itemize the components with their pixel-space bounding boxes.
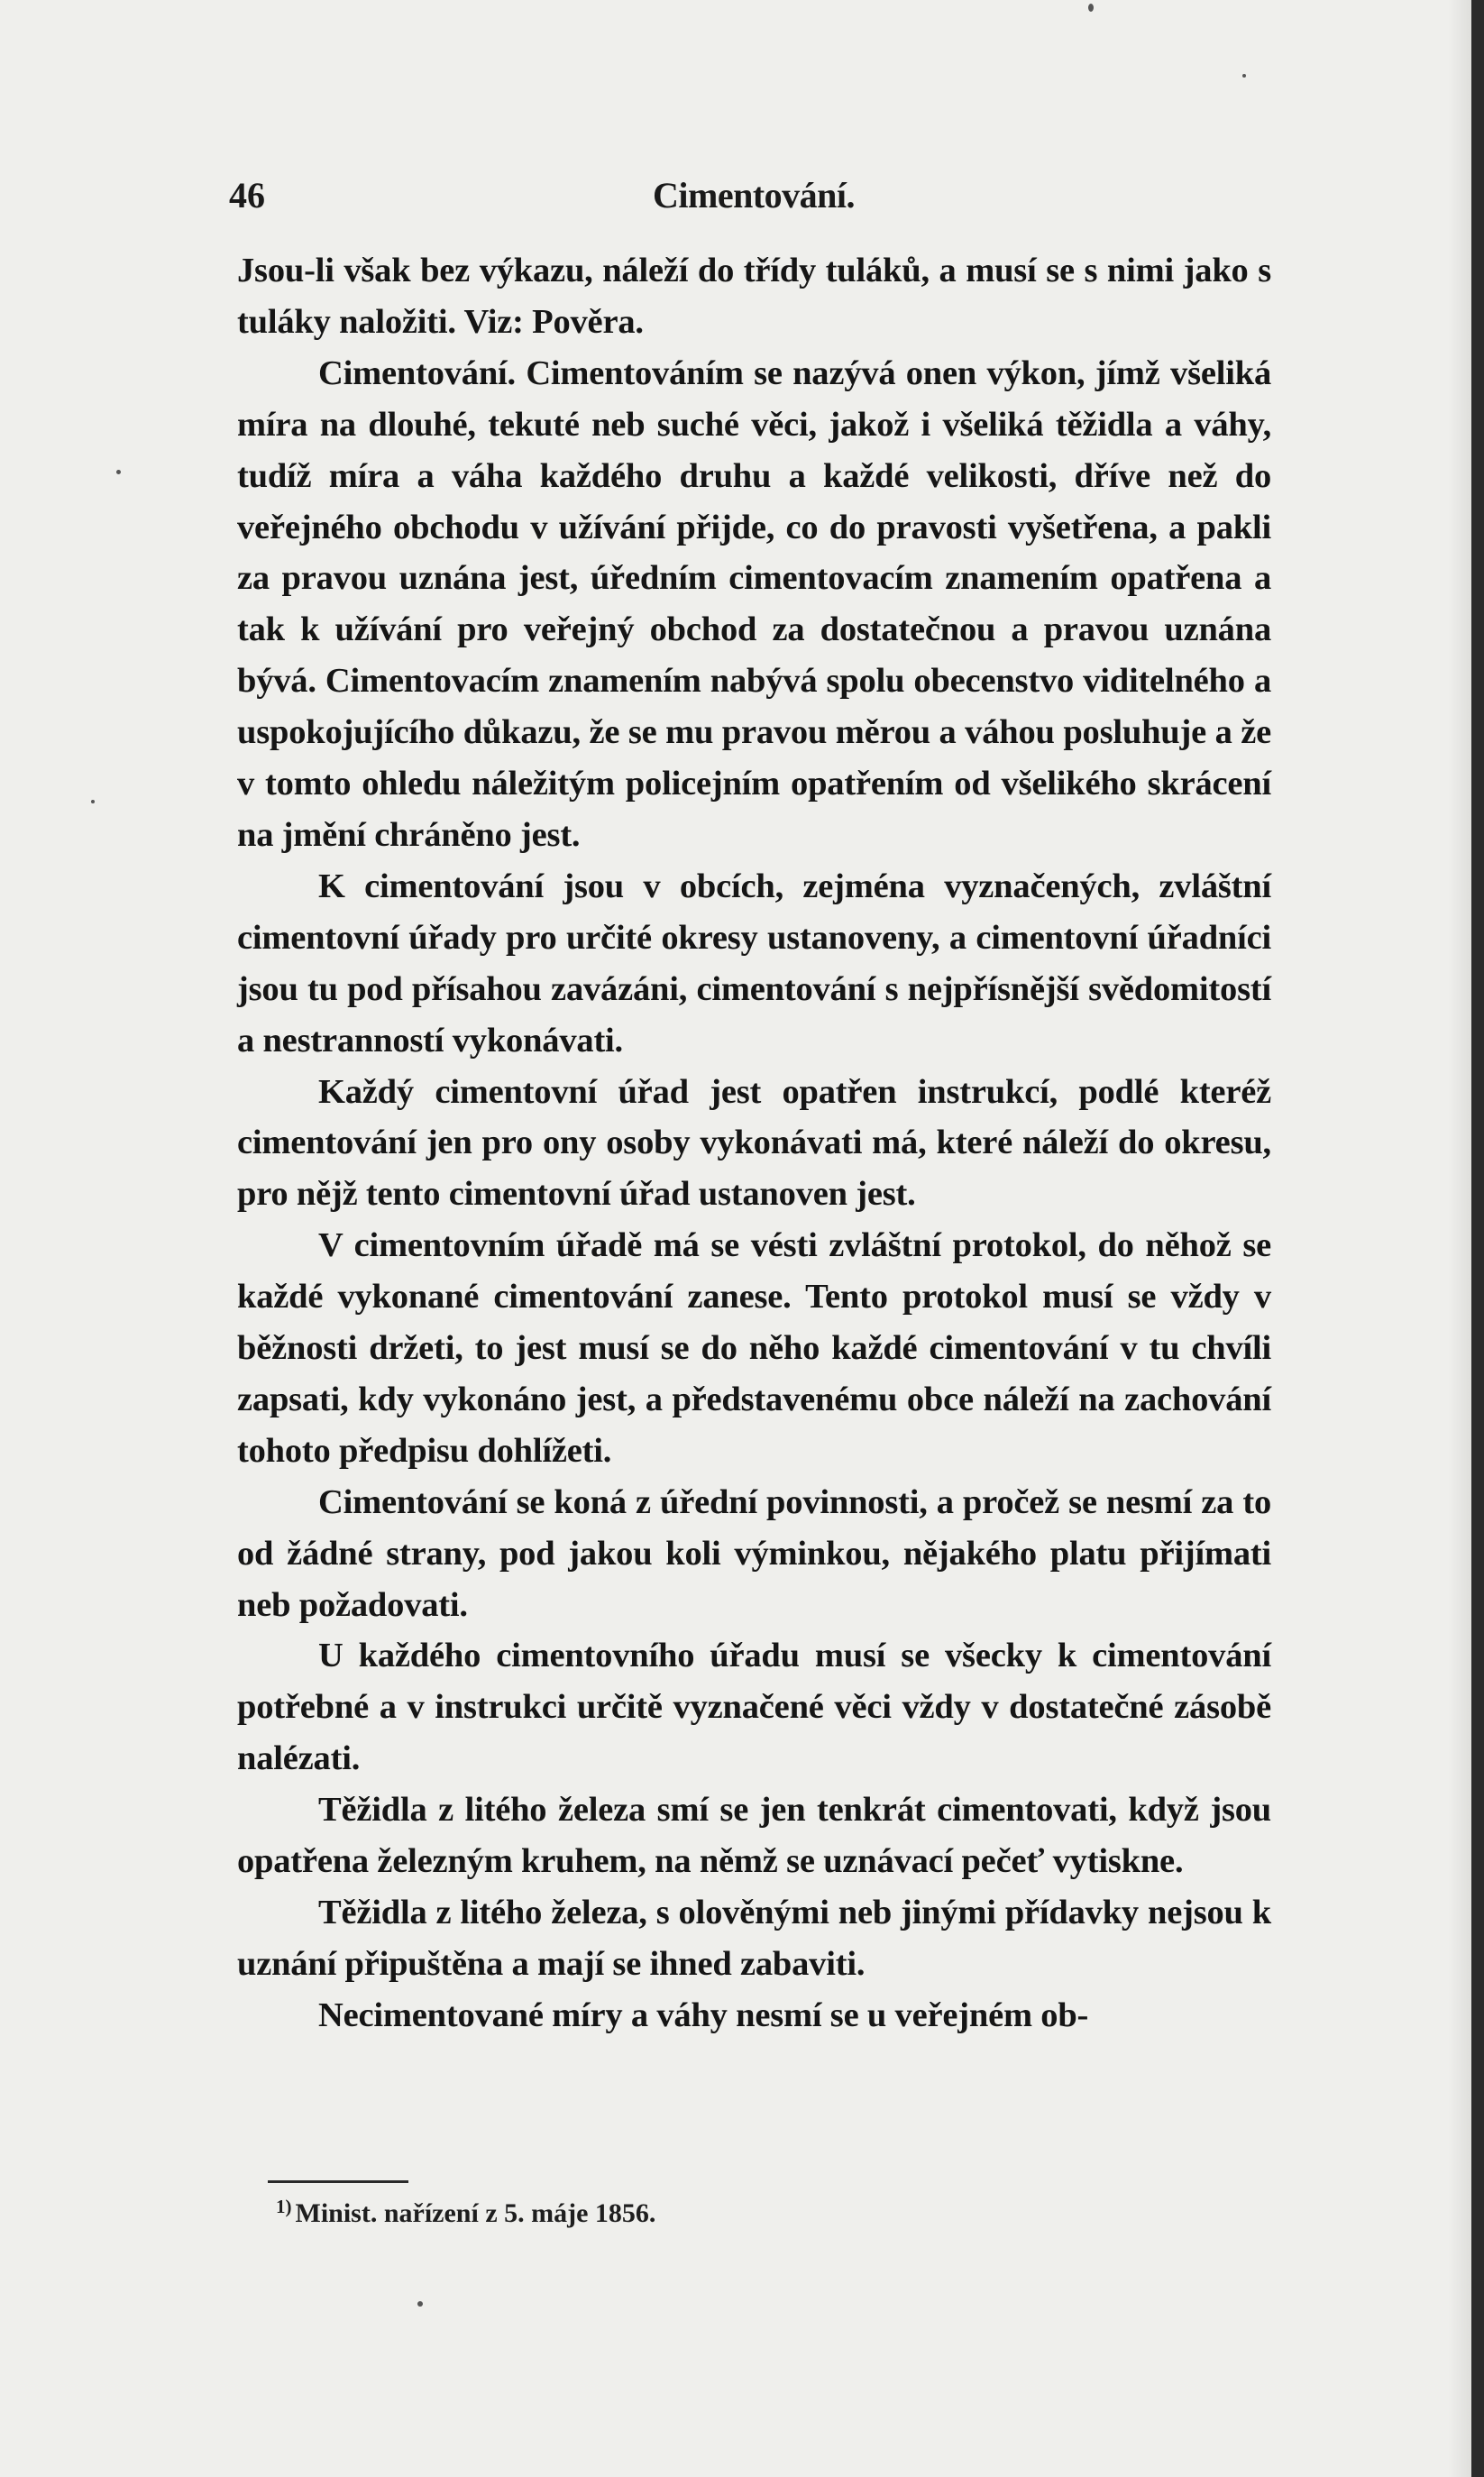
paragraph: K cimentování jsou v obcích, zejména vyznačených, zvláštní cimentovní úřady pro určité okresy ustanoveny, a cimentovní úřadníci jsou tu pod přísahou zavázáni, cimentování s nejpřísnější svědomitostí a nestranností vykonávati. <box>237 867 1271 1060</box>
footnote-rule <box>268 2180 408 2183</box>
scan-speck <box>91 800 95 803</box>
page-header <box>229 174 1259 225</box>
page-edge-shadow <box>1448 0 1471 2477</box>
paragraph: Cimentování se koná z úřední povinnosti, a pročež se nesmí za to od žádné strany, pod jakou koli výminkou, nějakého platu přijímati neb požadovati. <box>237 1482 1271 1624</box>
body-text <box>237 245 1271 2041</box>
footnote <box>276 2196 655 2229</box>
paragraph: Každý cimentovní úřad jest opatřen instrukcí, podlé kteréž cimentování jen pro ony osoby vykonávati má, které náleží do okresu, pro nějž tento cimentovní úřad ustanoven jest. <box>237 1072 1271 1214</box>
paragraph: Těžidla z litého železa, s olověnými neb jinými přídavky nejsou k uznání připuštěna a mají se ihned zabaviti. <box>237 1894 1271 1983</box>
scan-speck <box>116 470 121 474</box>
scan-speck <box>1088 4 1094 12</box>
paragraph: Těžidla z litého železa smí se jen tenkrát cimentovati, když jsou opatřena železným kruhem, na němž se uznávací pečeť vytiskne. <box>237 1791 1271 1881</box>
scan-speck <box>1242 74 1246 78</box>
footnote-text: Minist. nařízení z 5. máje 1856. <box>295 2198 656 2228</box>
page-number: 46 <box>229 175 265 216</box>
scan-edge <box>1471 0 1484 2477</box>
footnote-marker: 1) <box>276 2196 292 2217</box>
scan-speck <box>417 2301 423 2307</box>
running-title: Cimentování. <box>653 175 855 216</box>
paragraph: Jsou-li však bez výkazu, náleží do třídy tuláků, a musí se s nimi jako s tuláky naložiti. Viz: Pověra. <box>237 252 1271 341</box>
paragraph: U každého cimentovního úřadu musí se všecky k cimentování potřebné a v instrukci určitě vyznačené věci vždy v dostatečné zásobě nalézati. <box>237 1637 1271 1778</box>
paragraph: Cimentování. Cimentováním se nazývá onen výkon, jímž všeliká míra na dlouhé, tekuté neb suché věci, jakož i všeliká těžidla a váhy, tudíž míra a váha každého druhu a každé velikosti, dříve než do veřejného obchodu v užívání přijde, co do pravosti vyšetřena, a pakli za pravou uznána jest, úředním cimentovacím znamením opatřena a tak k užívání pro veřejný obchod za dostatečnou a pravou uznána bývá. Cimentovacím znamením nabývá spolu obecenstvo viditelného a uspokojujícího důkazu, že se mu pravou měrou a váhou posluhuje a že v tomto ohledu náležitým policejním opatřením od všelikého skrácení na jmění chráněno jest. <box>237 353 1271 854</box>
paragraph: Necimentované míry a váhy nesmí se u veřejném ob- <box>318 1995 1089 2034</box>
paragraph: V cimentovním úřadě má se vésti zvláštní protokol, do něhož se každé vykonané cimentování zanese. Tento protokol musí se vždy v běžnosti držeti, to jest musí se do něho každé cimentování v tu chvíli zapsati, kdy vykonáno jest, a představenému obce náleží na zachování tohoto předpisu dohlížeti. <box>237 1226 1271 1470</box>
